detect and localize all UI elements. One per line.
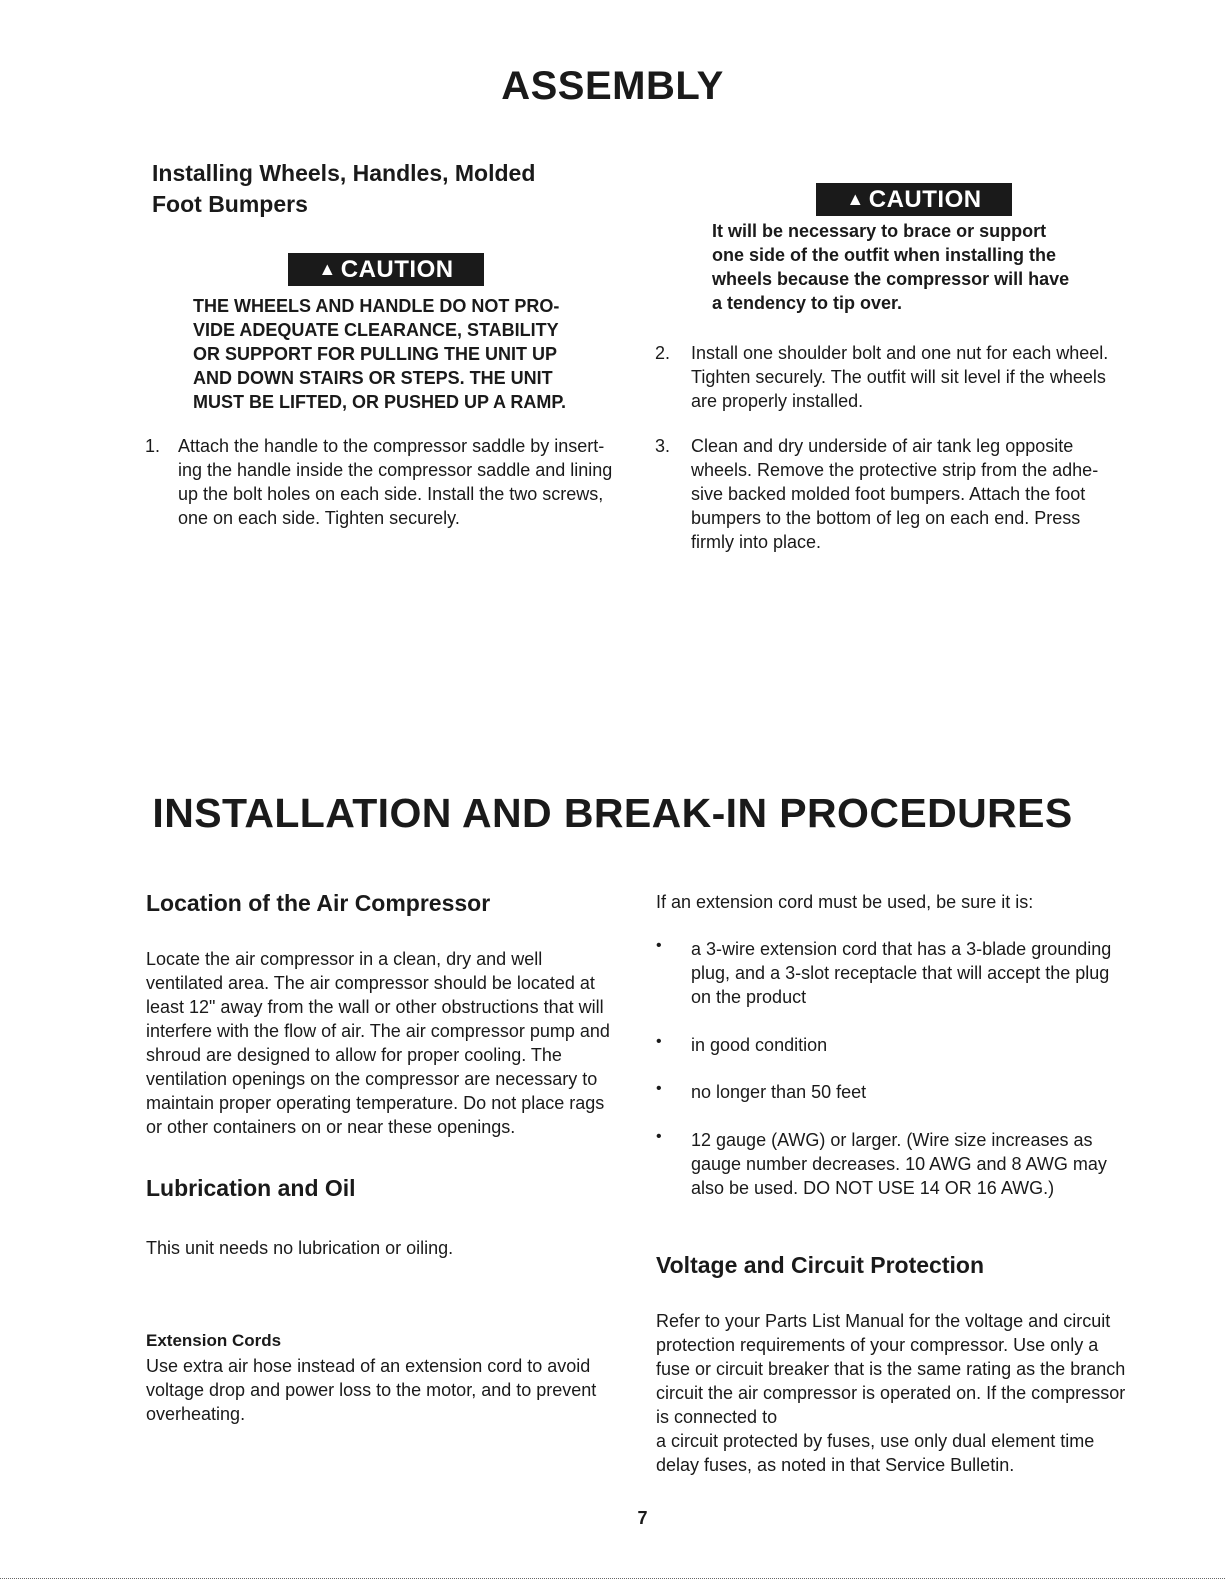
warning-icon: ▲ bbox=[318, 259, 337, 279]
warning-icon: ▲ bbox=[846, 189, 865, 209]
body-line: Refer to your Parts List Manual for the voltage and circuit bbox=[656, 1311, 1111, 1331]
caution-label: CAUTION bbox=[340, 255, 454, 283]
page-edge-divider bbox=[0, 1578, 1225, 1580]
body-line: delay fuses, as noted in that Service Bulletin. bbox=[656, 1455, 1015, 1475]
voltage-heading: Voltage and Circuit Protection bbox=[656, 1252, 984, 1278]
bullet-line: in good condition bbox=[691, 1035, 828, 1055]
body-line: shroud are designed to allow for proper cooling. The bbox=[146, 1045, 562, 1065]
location-heading: Location of the Air Compressor bbox=[146, 890, 491, 916]
caution-badge bbox=[816, 183, 1012, 216]
caution-label: CAUTION bbox=[868, 185, 982, 213]
caution-line: It will be necessary to brace or support bbox=[712, 221, 1047, 241]
step-line: sive backed molded foot bumpers. Attach the foot bbox=[691, 484, 1086, 504]
bullet-line: a 3-wire extension cord that has a 3-blade grounding bbox=[691, 939, 1112, 959]
body-line: least 12" away from the wall or other obstructions that will bbox=[146, 997, 604, 1017]
cord-intro: If an extension cord must be used, be sure it is: bbox=[656, 892, 1034, 912]
bullet-icon: • bbox=[656, 1033, 662, 1050]
cord-bullet bbox=[656, 1033, 1156, 1057]
body-line: voltage drop and power loss to the motor, and to prevent bbox=[146, 1380, 597, 1400]
left-heading-line-1: Installing Wheels, Handles, Molded bbox=[152, 160, 536, 186]
caution-line: OR SUPPORT FOR PULLING THE UNIT UP bbox=[193, 344, 558, 364]
step-3 bbox=[655, 434, 1175, 554]
caution-line: wheels because the compressor will have bbox=[712, 269, 1070, 289]
step-line: wheels. Remove the protective strip from the adhe- bbox=[691, 460, 1099, 480]
body-line: is connected to bbox=[656, 1407, 778, 1427]
bullet-icon: • bbox=[656, 937, 662, 954]
cord-bullet bbox=[656, 1080, 1156, 1104]
caution-line: AND DOWN STAIRS OR STEPS. THE UNIT bbox=[193, 368, 553, 388]
body-line: Locate the air compressor in a clean, dry and well bbox=[146, 949, 543, 969]
caution-badge bbox=[288, 253, 484, 286]
body-line: ventilation openings on the compressor are necessary to bbox=[146, 1069, 598, 1089]
caution-line: THE WHEELS AND HANDLE DO NOT PRO- bbox=[193, 296, 560, 316]
right-caution-text bbox=[712, 219, 1152, 315]
step-line: Attach the handle to the compressor saddle by insert- bbox=[178, 436, 605, 456]
body-line: ventilated area. The air compressor should be located at bbox=[146, 973, 595, 993]
body-line: Use extra air hose instead of an extension cord to avoid bbox=[146, 1356, 591, 1376]
location-body bbox=[146, 947, 646, 1139]
bullet-icon: • bbox=[656, 1080, 662, 1097]
step-number: 1. bbox=[145, 436, 161, 456]
body-line: overheating. bbox=[146, 1404, 246, 1424]
bullet-line: gauge number decreases. 10 AWG and 8 AWG may bbox=[691, 1154, 1107, 1174]
lubrication-heading: Lubrication and Oil bbox=[146, 1175, 356, 1201]
bullet-line: plug, and a 3-slot receptacle that will accept the plug bbox=[691, 963, 1110, 983]
step-line: up the bolt holes on each side. Install the two screws, bbox=[178, 484, 604, 504]
step-line: are properly installed. bbox=[691, 391, 864, 411]
bullet-line: 12 gauge (AWG) or larger. (Wire size increases as bbox=[691, 1130, 1093, 1150]
step-line: bumpers to the bottom of leg on each end. Press bbox=[691, 508, 1081, 528]
body-line: interfere with the flow of air. The air compressor pump and bbox=[146, 1021, 610, 1041]
step-line: Tighten securely. The outfit will sit level if the wheels bbox=[691, 367, 1106, 387]
left-heading-line-2: Foot Bumpers bbox=[152, 191, 308, 217]
extension-heading: Extension Cords bbox=[146, 1331, 282, 1350]
cord-bullet bbox=[656, 1128, 1156, 1200]
step-2 bbox=[655, 341, 1175, 413]
caution-line: a tendency to tip over. bbox=[712, 293, 903, 313]
section-title: INSTALLATION AND BREAK-IN PROCEDURES bbox=[152, 790, 1073, 836]
bullet-line: no longer than 50 feet bbox=[691, 1082, 867, 1102]
bullet-line: on the product bbox=[691, 987, 807, 1007]
body-line: a circuit protected by fuses, use only dual element time bbox=[656, 1431, 1095, 1451]
voltage-body bbox=[656, 1309, 1166, 1477]
body-line: circuit the air compressor is operated on. If the compressor bbox=[656, 1383, 1126, 1403]
extension-body bbox=[146, 1354, 646, 1426]
step-number: 2. bbox=[655, 343, 671, 363]
step-line: Clean and dry underside of air tank leg opposite bbox=[691, 436, 1074, 456]
step-line: Install one shoulder bolt and one nut for each wheel. bbox=[691, 343, 1109, 363]
left-caution-text bbox=[193, 294, 633, 414]
body-line: protection requirements of your compressor. Use only a bbox=[656, 1335, 1099, 1355]
page-number: 7 bbox=[637, 1508, 648, 1528]
left-heading bbox=[152, 158, 535, 220]
step-line: ing the handle inside the compressor saddle and lining bbox=[178, 460, 613, 480]
cord-bullet bbox=[656, 937, 1156, 1009]
body-line: fuse or circuit breaker that is the same rating as the branch bbox=[656, 1359, 1126, 1379]
page-title: ASSEMBLY bbox=[501, 64, 724, 108]
step-line: one on each side. Tighten securely. bbox=[178, 508, 460, 528]
step-number: 3. bbox=[655, 436, 671, 456]
step-line: firmly into place. bbox=[691, 532, 822, 552]
bullet-icon: • bbox=[656, 1128, 662, 1145]
bullet-line: also be used. DO NOT USE 14 OR 16 AWG.) bbox=[691, 1178, 1055, 1198]
caution-line: MUST BE LIFTED, OR PUSHED UP A RAMP. bbox=[193, 392, 567, 412]
caution-line: VIDE ADEQUATE CLEARANCE, STABILITY bbox=[193, 320, 559, 340]
caution-line: one side of the outfit when installing the bbox=[712, 245, 1056, 265]
body-line: maintain proper operating temperature. Do not place rags bbox=[146, 1093, 605, 1113]
step-1 bbox=[145, 434, 645, 530]
body-line: or other containers on or near these openings. bbox=[146, 1117, 516, 1137]
lubrication-text: This unit needs no lubrication or oiling. bbox=[146, 1238, 454, 1258]
